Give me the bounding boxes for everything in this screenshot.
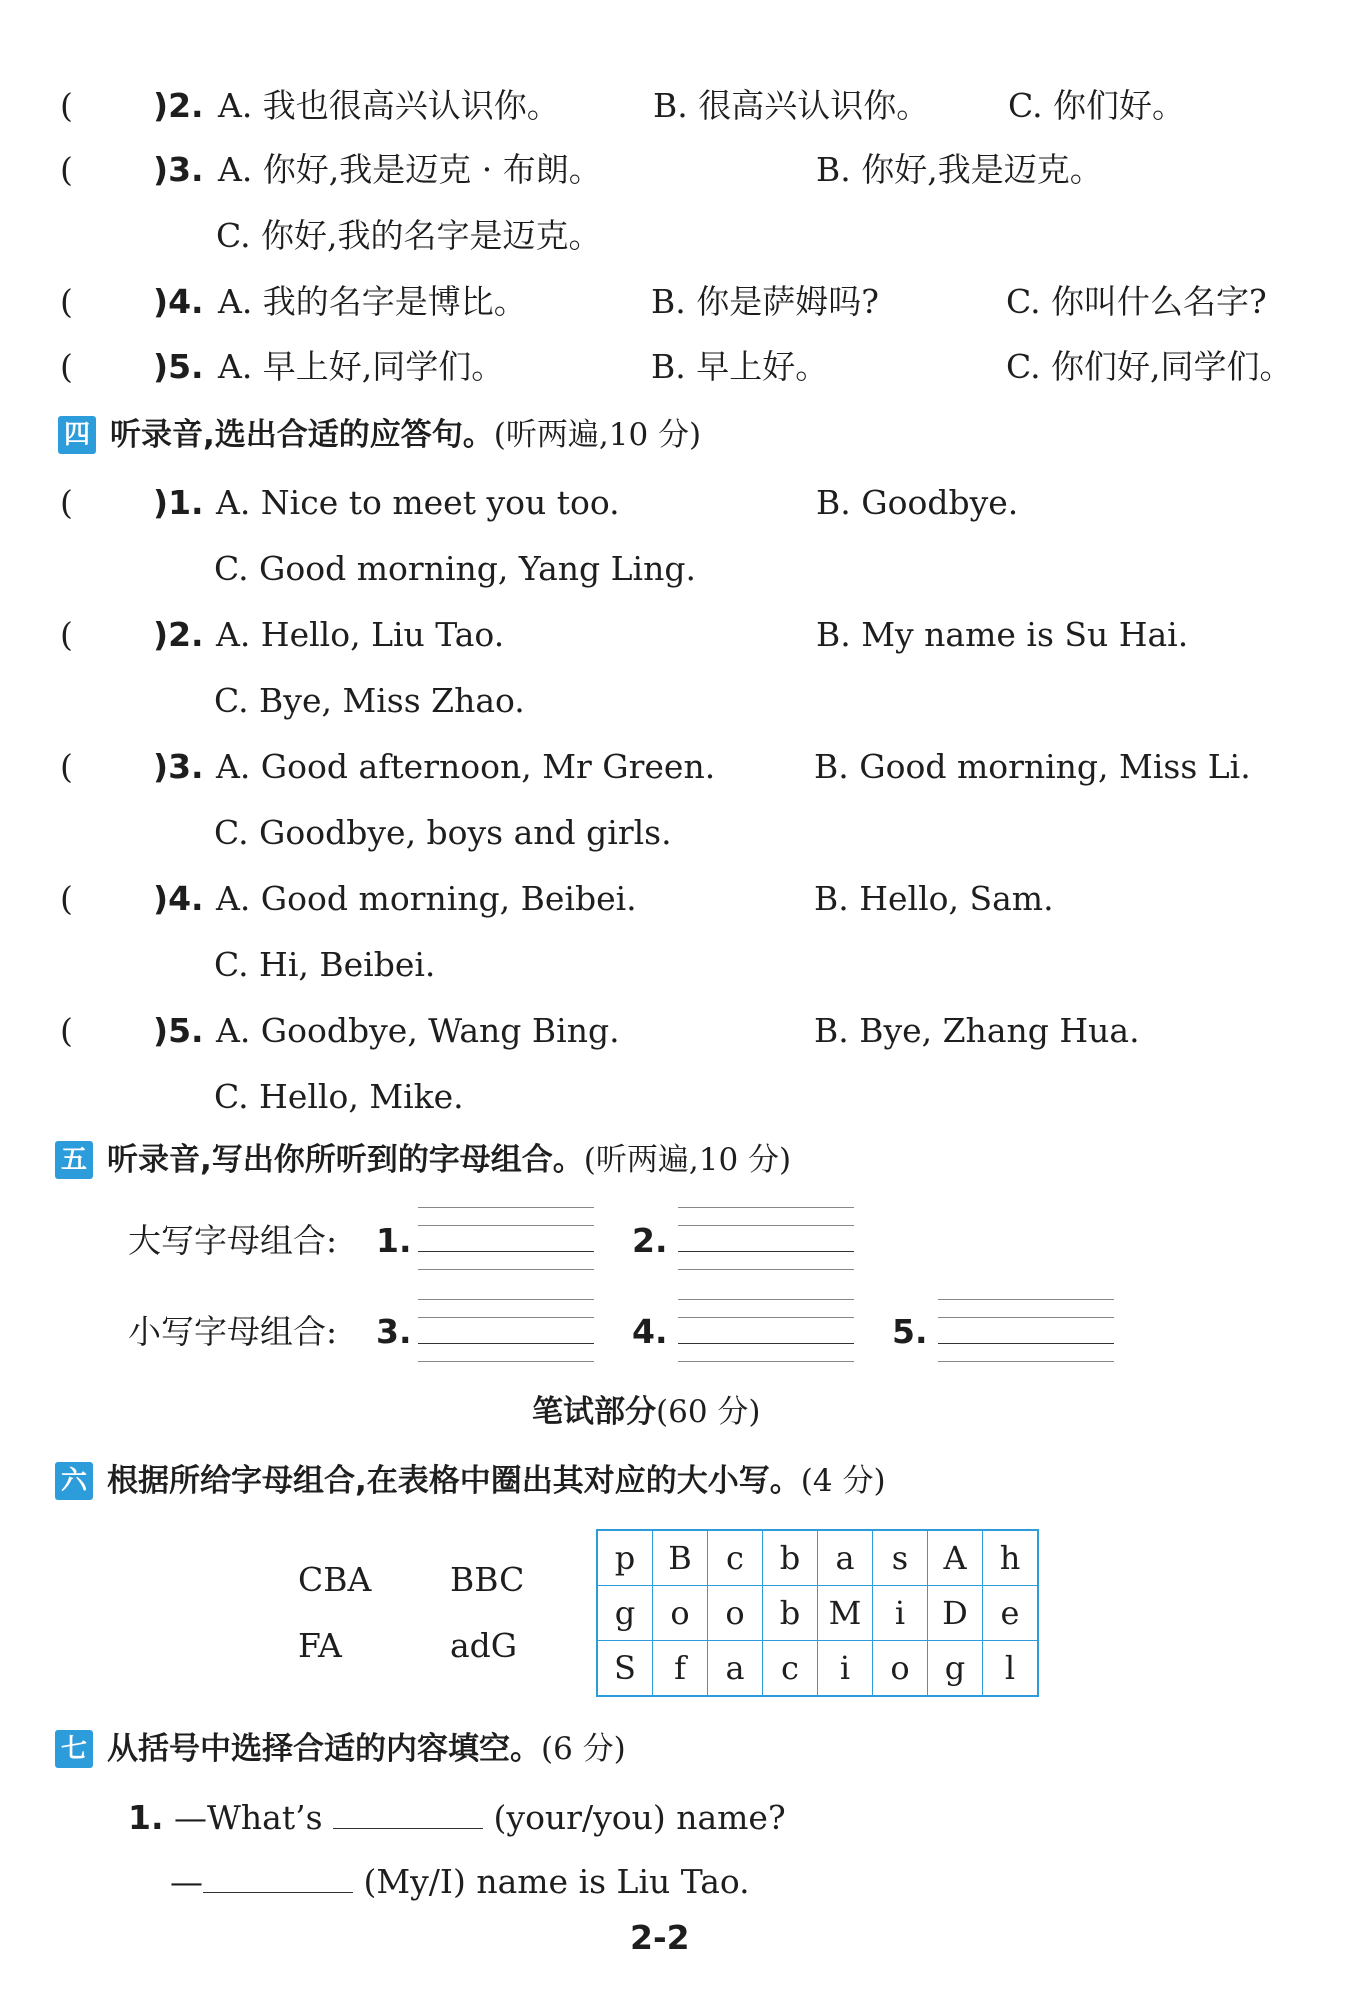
section7-question-1-line-2 xyxy=(170,1862,750,1902)
section-note: (听两遍,10 分) xyxy=(583,1142,792,1178)
option-a: A. 你好,我是迈克 · 布朗。 xyxy=(218,150,602,189)
option-b: B. Hello, Sam. xyxy=(814,879,1054,918)
option-b: B. 你是萨姆吗? xyxy=(651,282,879,321)
answer-bracket-open[interactable]: ( xyxy=(60,879,73,918)
option-c: C. 你好,我的名字是迈克。 xyxy=(216,216,602,255)
section-note: (听两遍,10 分) xyxy=(493,417,702,453)
grid-row xyxy=(597,1641,1038,1697)
answer-bracket-open[interactable]: ( xyxy=(60,747,73,786)
grid-cell[interactable]: o xyxy=(873,1641,928,1697)
grid-row xyxy=(597,1530,1038,1586)
option-a: A. Nice to meet you too. xyxy=(216,483,620,522)
option-b: B. My name is Su Hai. xyxy=(816,615,1189,654)
section-title: 听录音,选出合适的应答句。 xyxy=(110,417,494,453)
question-number: 5. xyxy=(168,347,204,386)
page-number: 2-2 xyxy=(630,1918,690,1957)
letter-group-word: CBA xyxy=(298,1560,372,1599)
grid-cell[interactable]: M xyxy=(818,1586,873,1641)
option-b: B. 很高兴认识你。 xyxy=(653,86,930,125)
option-a: A. Goodbye, Wang Bing. xyxy=(216,1011,620,1050)
grid-cell[interactable]: D xyxy=(928,1586,983,1641)
option-c: C. Goodbye, boys and girls. xyxy=(214,813,672,852)
answer-bracket-open[interactable]: ( xyxy=(60,1011,73,1050)
grid-cell[interactable]: a xyxy=(818,1530,873,1586)
prompt-end: (your/you) name? xyxy=(493,1798,786,1837)
grid-cell[interactable]: e xyxy=(983,1586,1039,1641)
grid-cell[interactable]: i xyxy=(818,1641,873,1697)
lowercase-label: 小写字母组合: xyxy=(128,1312,338,1351)
option-c: C. 你叫什么名字? xyxy=(1006,282,1267,321)
letter-group-word: FA xyxy=(298,1626,342,1665)
section-badge: 四 xyxy=(58,416,96,454)
grid-cell[interactable]: A xyxy=(928,1530,983,1586)
grid-cell[interactable]: b xyxy=(763,1586,818,1641)
option-c: C. Bye, Miss Zhao. xyxy=(214,681,525,720)
grid-cell[interactable]: l xyxy=(983,1641,1039,1697)
section-note: (6 分) xyxy=(541,1731,626,1767)
prompt-end: (My/I) name is Liu Tao. xyxy=(363,1862,750,1901)
answer-bracket-open[interactable]: ( xyxy=(60,150,73,189)
section-badge: 六 xyxy=(55,1462,93,1500)
answer-bracket-open[interactable]: ( xyxy=(60,86,73,125)
fill-in-blank[interactable] xyxy=(333,1800,483,1829)
blank-number-2: 2. xyxy=(632,1221,668,1260)
letter-grid xyxy=(596,1529,1039,1697)
grid-cell[interactable]: i xyxy=(873,1586,928,1641)
option-c: C. 你们好,同学们。 xyxy=(1006,347,1293,386)
option-c: C. Hi, Beibei. xyxy=(214,945,436,984)
question-number: 3. xyxy=(168,747,204,786)
section7-question-1-line-1 xyxy=(128,1798,786,1838)
grid-cell[interactable]: g xyxy=(928,1641,983,1697)
section-title: 从括号中选择合适的内容填空。 xyxy=(107,1731,541,1767)
question-number: 1. xyxy=(128,1798,164,1837)
question-number: 4. xyxy=(168,879,204,918)
blank-number-3: 3. xyxy=(376,1312,412,1351)
section-title: 根据所给字母组合,在表格中圈出其对应的大小写。 xyxy=(107,1463,801,1499)
question-number: 1. xyxy=(168,483,204,522)
fill-in-blank[interactable] xyxy=(203,1864,353,1893)
prompt-start: — xyxy=(170,1862,203,1901)
grid-cell[interactable]: a xyxy=(708,1641,763,1697)
blank-number-1: 1. xyxy=(376,1221,412,1260)
question-number: 5. xyxy=(168,1011,204,1050)
grid-cell[interactable]: c xyxy=(763,1641,818,1697)
grid-cell[interactable]: B xyxy=(653,1530,708,1586)
letter-group-word: BBC xyxy=(450,1560,525,1599)
option-a: A. 我的名字是博比。 xyxy=(218,282,527,321)
section-badge: 五 xyxy=(55,1141,93,1179)
answer-bracket-open[interactable]: ( xyxy=(60,347,73,386)
option-b: B. Bye, Zhang Hua. xyxy=(814,1011,1140,1050)
answer-bracket-open[interactable]: ( xyxy=(60,615,73,654)
grid-cell[interactable]: f xyxy=(653,1641,708,1697)
option-c: C. Good morning, Yang Ling. xyxy=(214,549,696,588)
grid-cell[interactable]: c xyxy=(708,1530,763,1586)
option-c: C. Hello, Mike. xyxy=(214,1077,464,1116)
question-number: 2. xyxy=(168,615,204,654)
option-b: B. 你好,我是迈克。 xyxy=(816,150,1103,189)
grid-cell[interactable]: S xyxy=(597,1641,653,1697)
grid-cell[interactable]: h xyxy=(983,1530,1039,1586)
section-title: 听录音,写出你所听到的字母组合。 xyxy=(107,1142,584,1178)
option-a: A. 我也很高兴认识你。 xyxy=(218,86,560,125)
grid-cell[interactable]: g xyxy=(597,1586,653,1641)
option-b: B. 早上好。 xyxy=(651,347,829,386)
option-a: A. Good afternoon, Mr Green. xyxy=(216,747,716,786)
grid-cell[interactable]: s xyxy=(873,1530,928,1586)
blank-number-5: 5. xyxy=(892,1312,928,1351)
question-number: 2. xyxy=(168,86,204,125)
section-note: (4 分) xyxy=(800,1463,886,1499)
question-number: 3. xyxy=(168,150,204,189)
uppercase-label: 大写字母组合: xyxy=(128,1221,338,1260)
letter-group-word: adG xyxy=(450,1626,518,1665)
blank-number-4: 4. xyxy=(632,1312,668,1351)
grid-cell[interactable]: p xyxy=(597,1530,653,1586)
option-a: A. Good morning, Beibei. xyxy=(216,879,637,918)
answer-bracket-open[interactable]: ( xyxy=(60,483,73,522)
question-number: 4. xyxy=(168,282,204,321)
written-part-title: 笔试部分(60 分) xyxy=(532,1394,761,1430)
grid-cell[interactable]: o xyxy=(708,1586,763,1641)
grid-cell[interactable]: b xyxy=(763,1530,818,1586)
section-badge: 七 xyxy=(55,1730,93,1768)
answer-bracket-open[interactable]: ( xyxy=(60,282,73,321)
option-a: A. 早上好,同学们。 xyxy=(218,347,505,386)
option-b: B. Goodbye. xyxy=(816,483,1019,522)
option-b: B. Good morning, Miss Li. xyxy=(814,747,1251,786)
option-c: C. 你们好。 xyxy=(1008,86,1186,125)
grid-row xyxy=(597,1586,1038,1641)
option-a: A. Hello, Liu Tao. xyxy=(216,615,505,654)
grid-cell[interactable]: o xyxy=(653,1586,708,1641)
prompt-start: —What’s xyxy=(174,1798,323,1837)
